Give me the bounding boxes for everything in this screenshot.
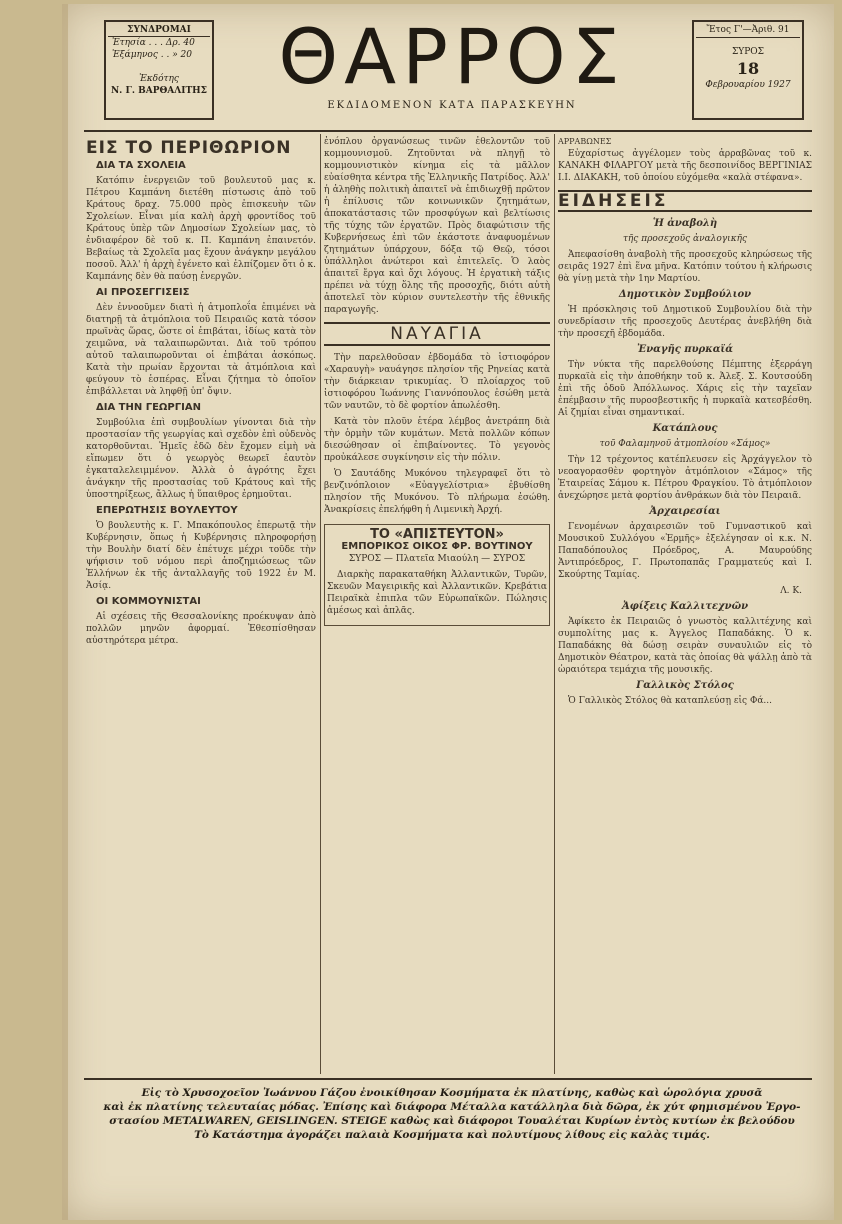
ad-subtitle: ΕΜΠΟΡΙΚΟΣ ΟΙΚΟΣ ΦΡ. ΒΟΥΤΙΝΟΥ — [341, 541, 533, 552]
article-text: Ὁ βουλευτὴς κ. Γ. Μπακόπουλος ἐπερωτᾷ τὴν Κυβέρνησιν, ὅπως ἡ Κυβέρνησις πληροφορήσῃ τὴν Βουλὴν διατί δὲν ἐπέτυχε μέχρι τοῦδε τὴν ψήφισιν τοῦ νόμου περὶ ἀποζημιώσεως τῶν Ἑλλήνων ἐκ τῆς ἀνταλλαγῆς τοῦ 1922 ἐν Μ. Ἀσίᾳ. — [86, 521, 316, 591]
masthead-rule — [84, 130, 812, 132]
article-text: Ἀπεφασίσθη ἀναβολὴ τῆς προσεχοῦς κληρώσεως τῆς σειρᾶς 1927 ἐπὶ ἕνα μῆνα. Κατόπιν τούτου ἡ κλήρωσις θὰ γίνῃ μετὰ τὴν 1ην Μαρτίου. — [558, 250, 812, 284]
signature: Λ. Κ. — [780, 586, 802, 596]
section-heading: ΔΙΑ ΤΗΝ ΓΕΩΡΓΙΑΝ — [96, 402, 201, 413]
article-text: Τὴν νύκτα τῆς παρελθούσης Πέμπτης ἐξερράγη πυρκαϊὰ εἰς τὴν ἀποθήκην τοῦ κ. Ἀλεξ. Σ. Κουτσούδη ἐπὶ τῆς ὁδοῦ Ἀπόλλωνος. Χάρις εἰς τὴν ταχεῖαν ἐπέμβασιν τῆς πυροσβεστικῆς ἡ πυρκαϊὰ κατεσβέσθη. Αἱ ζημίαι εἶναι σημαντικαί. — [558, 360, 812, 418]
advertisement — [324, 524, 550, 626]
news-title: Ἡ ἀναβολὴ — [652, 218, 718, 229]
publisher-name: Ν. Γ. ΒΑΡΘΑΛΙΤΗΣ — [110, 86, 208, 96]
news-title: Κατάπλους — [652, 423, 718, 434]
article-text: Εὐχαρίστως ἀγγέλομεν τοὺς ἀρραβῶνας τοῦ κ. ΚΑΝΑΚΗ ΦΙΛΑΡΓΟΥ μετὰ τῆς δεσποινίδος ΒΕΡΓΙΝΙΑΣ Ι.Ι. ΔΙΑΚΑΚΗ, τοῦ ὁποίου εὐχόμεθα «καλὰ στέφανα». — [558, 149, 812, 183]
column-divider — [320, 134, 321, 1074]
subscriptions-heading: ΣΥΝΔΡΟΜΑΙ — [108, 24, 210, 37]
news-title: Ἀρχαιρεσίαι — [649, 506, 721, 517]
article-text: Ὁ Γαλλικὸς Στόλος θὰ καταπλεύσῃ εἰς Φά... — [568, 696, 772, 706]
issue-box — [692, 20, 804, 120]
footer-line: Εἰς τὸ Χρυσοχοεῖον Ἰωάννου Γάζου ἐνοικίθησαν Κοσμήματα ἐκ πλατίνης, καθὼς καὶ ὡρολόγια χρυσᾶ — [141, 1087, 763, 1099]
article-text: Τὴν παρελθοῦσαν ἑβδομάδα τὸ ἱστιοφόρον «Χαραυγὴ» ναυάγησε πλησίον τῆς Ρηνείας κατὰ τὴν διάρκειαν τρικυμίας. Ὁ πλοίαρχος τοῦ ἱστιοφόρου Ἰωάννης Γιαννόπουλος ἐσώθη μετὰ τῶν ναυτῶν, τὸ δὲ φορτίον ἀπωλέσθη. — [324, 353, 550, 411]
ad-text: Διαρκὴς παρακαταθήκη Ἀλλαντικῶν, Τυρῶν, Σκευῶν Μαγειρικῆς καὶ Ἀλλαντικῶν. Κρεβάτια Πειραϊκὰ ἐπιπλα τῶν Εὐρωπαϊκῶν. Πώλησις ἀμέσως καὶ ἀπλᾶς. — [327, 570, 547, 616]
engagement-label: ΑΡΡΑΒΩΝΕΣ — [558, 137, 612, 146]
news-subtitle: τῆς προσεχοῦς ἀναλογικῆς — [622, 234, 748, 244]
article-text: Κατόπιν ἐνεργειῶν τοῦ βουλευτοῦ μας κ. Πέτρου Καμπάνη διετέθη πίστωσις ἀπὸ τοῦ Κράτους δραχ. 75.000 πρὸς ἐπισκευὴν τῶν Σχολείων. Εἶναι μία καλὴ ἀρχὴ φροντίδος τοῦ Κράτους ὑπὲρ τῶν Δημοσίων Σχολείων μας, τὸ ἐνδιαφέρον δὲ τοῦ κ. Π. Καμπάνη ἐπαινετόν. Βεβαίως τὰ Σχολεῖα μας ἔχουν ἀνάγκην μεγάλου ποσοῦ. Ἀλλ' ἡ ἀρχὴ ἐγένετο καὶ ἐλπίζομεν ὅτι ὁ κ. Καμπάνης δὲν θὰ παύσῃ ἐνεργῶν. — [86, 176, 316, 282]
issue-place: ΣΥΡΟΣ — [731, 47, 765, 57]
subscription-domestic: Ἐτησία . . . Δρ. 40 — [112, 38, 195, 48]
naval-heading: ΝΑΥΑΓΙΑ — [324, 322, 550, 346]
column-left — [86, 136, 316, 1076]
news-heading: ΕΙΔΗΣΕΙΣ — [558, 190, 812, 212]
section-heading: ΔΙΑ ΤΑ ΣΧΟΛΕΙΑ — [96, 160, 186, 171]
column-divider — [554, 134, 555, 1074]
article-text: Συμβούλια ἐπὶ συμβουλίων γίνονται διὰ τὴν προστασίαν τῆς γεωργίας καὶ σχεδὸν ἐπὶ οὐδενὸς κατορθοῦνται. Ἡμεῖς ἐδῶ δὲν ἔχομεν εἰμὴ νὰ εἴπωμεν ὅτι ὁ γεωργὸς θεωρεῖ ἑαυτὸν ἐγκαταλελειμμένον. Ἀλλὰ ὁ ἀγρότης ἔχει ἀνάγκην τῆς προστασίας τοῦ Κράτους καὶ τῆς ὑποστηρίξεως, ἄλλως ἡ ὕπαιθρος ἐρημοῦται. — [86, 418, 316, 500]
newspaper-subtitle: ΕΚΔΙΔΟΜΕΝΟΝ ΚΑΤΑ ΠΑΡΑΣΚΕΥΗΝ — [327, 100, 577, 111]
footer-rule — [84, 1078, 812, 1080]
ad-title: ΤΟ «ΑΠΙΣΤΕΥΤΟΝ» — [370, 527, 504, 542]
news-subtitle: τοῦ Φαλαμηνοῦ ἀτμοπλοίου «Σάμος» — [599, 439, 771, 449]
newspaper-title: ΘΑΡΡΟΣ — [278, 12, 626, 101]
news-title: Γαλλικὸς Στόλος — [636, 680, 734, 691]
subscription-half: Ἐξάμηνος . . » 20 — [112, 50, 193, 60]
article-text: Κατὰ τὸν πλοῦν ἑτέρα λέμβος ἀνετράπη διὰ τὴν ὁρμὴν τῶν κυμάτων. Μετὰ πολλῶν κόπων διεσώθησαν οἱ ἐπιβαίνοντες. Τὸ γεγονὸς προὐκάλεσε συγκίνησιν εἰς τὴν πόλιν. — [324, 417, 550, 463]
article-text: Αἱ σχέσεις τῆς Θεσσαλονίκης προέκυψαν ἀπὸ πολλῶν μηνῶν ἀφορμαί. Ἐθεσπίσθησαν αὐστηρότερα μέτρα. — [86, 612, 316, 646]
section-heading: ΟΙ ΚΟΜΜΟΥΝΙΣΤΑΙ — [96, 596, 201, 607]
issue-day: 18 — [736, 59, 760, 78]
column-middle — [324, 136, 550, 1076]
footer-advertisement — [102, 1086, 802, 1142]
newspaper-page — [62, 4, 834, 1220]
footer-line: Τὸ Κατάστημα ἀγοράζει παλαιὰ Κοσμήματα καὶ πολυτίμους λίθους εἰς καλὰς τιμάς. — [194, 1129, 710, 1141]
main-heading: ΕΙΣ ΤΟ ΠΕΡΙΘΩΡΙΟΝ — [86, 138, 292, 158]
article-text: Τὴν 12 τρέχοντος κατέπλευσεν εἰς Ἀρχάγγελον τὸ νεοαγορασθὲν φορτηγὸν ἀτμόπλοιον «Σάμος» τῆς Ἑταιρείας Σάμου κ. Πέτρου Φραγκίου. Τὸ ἀτμόπλοιον ἀνεχώρησε μετὰ φορτίου ἀνθράκων διὰ τὸν Πειραιᾶ. — [558, 455, 812, 501]
issue-date: Φεβρουαρίου 1927 — [705, 80, 791, 90]
article-text: ἐνόπλου ὀργανώσεως τινῶν ἐθελοντῶν τοῦ κομμουνισμοῦ. Ζητοῦνται νὰ πληγῇ τὸ κομμουνιστικὸν κίνημα εἰς τὰ μᾶλλον εὐαίσθητα κέντρα τῆς Ἑλληνικῆς Πατρίδος. Ἀλλ' ἡ ἀληθὴς πολιτικὴ ἀπαιτεῖ νὰ ἐπιδιωχθῇ πρῶτον ἡ ἐπίλυσις τῶν κοινωνικῶν ζητημάτων, ἀποκατάστασις τῶν προσφύγων καὶ βελτίωσις τῆς τύχης τῶν ἐργατῶν. Πρὸς διαφώτισιν τῆς Κυβερνήσεως ἐπὶ τῶν ἐκάστοτε ἀναφυομένων ζητημάτων ὑπάρχουν, δόξα τῷ Θεῷ, τόσοι ὑπάλληλοι ἀνώτεροι καὶ ἐπιτελεῖς. Ὁ λαὸς ἀπαιτεῖ ἔργα καὶ ὄχι λόγους. Ἡ ἐργατικὴ τάξις πρέπει νὰ τύχῃ ὅλης τῆς προσοχῆς, διότι αὐτὴ ἀποτελεῖ τὸν κύριον συντελεστὴν τῆς ἐθνικῆς παραγωγῆς. — [324, 137, 550, 315]
ad-address: ΣΥΡΟΣ — Πλατεῖα Μιαούλη — ΣΥΡΟΣ — [348, 554, 526, 564]
article-text: Δὲν ἐννοοῦμεν διατὶ ἡ ἀτμοπλοΐα ἐπιμένει νὰ διατηρῇ τὰ ἀτμόπλοια τοῦ Πειραιῶς κατὰ τόσον πρωϊνὰς ὥρας, ὥστε οἱ ἐπιβάται, ἰδίως κατὰ τὸν χειμῶνα, νὰ ταλαιπωρῶνται. Διὰ τοῦ τρόπου αὐτοῦ ταλαιπωροῦνται οἱ ἐπιβάται ἀσκόπως. Κατὰ τὴν πρωίαν ἔρχονται τὰ ἀτμόπλοια καὶ φεύγουν τὸ ἑσπέρας. Εἶναι ζήτημα τὸ ὁποῖον ἐπιβάλλεται νὰ ληφθῇ ὑπ' ὄψιν. — [86, 303, 316, 397]
news-title: Ἀφίξεις Καλλιτεχνῶν — [621, 601, 749, 612]
subscription-box — [104, 20, 214, 120]
section-heading: ΕΠΕΡΩΤΗΣΙΣ ΒΟΥΛΕΥΤΟΥ — [96, 505, 238, 516]
publisher-label: Ἐκδότης — [139, 74, 179, 84]
footer-line: καὶ ἐκ πλατίνης τελευταίας μόδας. Ἐπίσης καὶ διάφορα Μέταλλα κατάλληλα διὰ δῶρα, ἐκ χύτ φημισμένου Ἐργο- — [103, 1101, 801, 1113]
news-title: Ἐναγῆς πυρκαϊά — [637, 344, 733, 355]
article-text: Ἀφίκετο ἐκ Πειραιῶς ὁ γνωστὸς καλλιτέχνης καὶ συμπολίτης μας κ. Ἀγγελος Παπαδάκης. Ὁ κ. Παπαδάκης θὰ δώσῃ σειρὰν συναυλιῶν εἰς τὸ Δημοτικὸν Θέατρον, κατὰ τὰς ὁποίας θὰ ψάλλῃ ἀπὸ τὰ ὡραιότερα τεμάχια τῆς μουσικῆς. — [558, 617, 812, 675]
column-right — [558, 136, 812, 1076]
article-text: Ἡ πρόσκλησις τοῦ Δημοτικοῦ Συμβουλίου διὰ τὴν συνεδρίασιν τῆς προσεχοῦς Δευτέρας ἀνεβλήθη διὰ τὴν προσεχῆ ἑβδομάδα. — [558, 305, 812, 339]
footer-line: στασίου METALWAREN, GEISLINGEN. STEIGE καθὼς καὶ διάφοροι Τουαλέται Κυρίων ἐντὸς κυτίων ἐκ βελούδου — [109, 1115, 795, 1127]
article-text: Ὁ Σαυτάδης Μυκόνου τηλεγραφεῖ ὅτι τὸ βενζινόπλοιον «Εὐαγγελίστρια» ἐβυθίσθη πλησίον τῆς Μυκόνου. Τὸ πλήρωμα ἐσώθη. Ἀνακρίσεις ἐπελήφθη ἡ Λιμενικὴ Ἀρχή. — [324, 469, 550, 515]
masthead — [92, 12, 812, 127]
news-title: Δημοτικὸν Συμβούλιον — [618, 289, 752, 300]
section-heading: ΑΙ ΠΡΟΣΕΓΓΙΣΕΙΣ — [96, 287, 190, 298]
issue-year: Ἔτος Γ'—Ἀριθ. 91 — [696, 24, 800, 38]
article-text: Γενομένων ἀρχαιρεσιῶν τοῦ Γυμναστικοῦ καὶ Μουσικοῦ Συλλόγου «Ἑρμῆς» ἐξελέγησαν οἱ κ.κ. Ν. Παπαδόπουλος Πρόεδρος, Α. Μαυρούδης Ἀντιπρόεδρος, Γ. Πρωτοπαπᾶς Γραμματεύς καὶ Ι. Σκούρτης Ταμίας. — [558, 522, 812, 580]
